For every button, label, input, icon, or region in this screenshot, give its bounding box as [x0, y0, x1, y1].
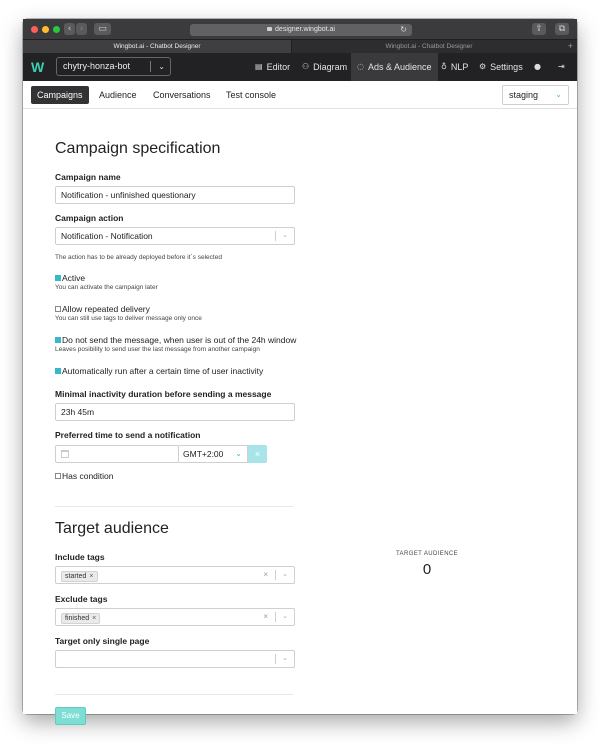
nav-label: Editor — [266, 62, 291, 72]
single-page-label: Target only single page — [55, 636, 150, 646]
checkbox-unchecked[interactable] — [55, 473, 61, 479]
url-text: designer.wingbot.ai — [275, 26, 335, 33]
nav-label: Diagram — [313, 62, 348, 72]
chevron-down-icon: ⌄ — [282, 655, 288, 662]
tag-label: started — [65, 573, 87, 580]
page-title: Campaign specification — [55, 140, 221, 157]
bot-name: chytry-honza-bot — [63, 61, 131, 71]
new-tab-icon[interactable]: + — [567, 41, 573, 51]
minimize-window-button[interactable] — [42, 26, 49, 33]
include-tags-label: Include tags — [55, 552, 105, 562]
select-divider — [275, 231, 276, 241]
calendar-icon — [61, 450, 69, 458]
campaign-action-help: The action has to be already deployed before it´s selected — [55, 254, 222, 261]
preferred-time-label: Preferred time to send a notification — [55, 430, 201, 440]
chevron-down-icon: ⌄ — [282, 613, 288, 620]
logout-button[interactable] — [558, 53, 569, 81]
bot-selector[interactable] — [56, 57, 171, 76]
repeated-help: You can still use tags to deliver message only once — [55, 315, 202, 322]
active-label: Active — [62, 273, 86, 283]
share-icon[interactable]: ⇪ — [532, 23, 546, 35]
select-divider — [275, 612, 276, 622]
chevron-down-icon: ⌄ — [282, 571, 288, 578]
window-help: Leaves posibility to send user the last message from another campaign — [55, 346, 260, 353]
inactivity-label: Minimal inactivity duration before sending a message — [55, 389, 272, 399]
nav-settings[interactable] — [473, 53, 529, 81]
editor-icon: ▤ — [255, 62, 263, 71]
browser-tab[interactable]: Wingbot.ai - Chatbot Designer — [291, 40, 566, 53]
window-checkbox-row[interactable] — [55, 335, 296, 345]
exclude-tags-select[interactable] — [55, 608, 295, 626]
campaign-name-input[interactable]: Notification - unfinished questionary — [55, 186, 295, 204]
select-divider — [275, 570, 276, 580]
environment-value: staging — [509, 90, 539, 100]
chat-icon: ◌ — [357, 62, 364, 71]
window-label: Do not send the message, when user is out of the 24h window — [62, 335, 297, 345]
inactivity-input[interactable]: 23h 45m — [55, 403, 295, 421]
sidebar-icon[interactable]: ▭ — [94, 23, 111, 35]
remove-tag-icon[interactable]: × — [92, 615, 97, 622]
user-button[interactable] — [534, 53, 545, 81]
chevron-down-icon: ⌄ — [235, 449, 242, 458]
user-icon: ● — [534, 62, 541, 71]
include-tags-select[interactable] — [55, 566, 295, 584]
checkbox-unchecked[interactable] — [55, 306, 61, 312]
browser-titlebar — [23, 19, 577, 39]
chevron-down-icon: ⌄ — [555, 90, 562, 99]
checkbox-checked[interactable] — [55, 337, 61, 343]
sub-navbar — [23, 81, 577, 109]
clear-icon[interactable]: × — [263, 612, 268, 621]
campaign-action-value: Notification - Notification — [61, 231, 153, 241]
app-navbar — [23, 53, 577, 81]
browser-tab[interactable]: Wingbot.ai - Chatbot Designer — [23, 40, 291, 53]
checkbox-checked[interactable] — [55, 275, 61, 281]
save-button[interactable]: Save — [55, 707, 86, 725]
tag-chip — [61, 571, 98, 582]
back-icon[interactable]: ‹ — [64, 23, 75, 35]
has-condition-label: Has condition — [62, 471, 114, 481]
single-page-select[interactable] — [55, 650, 295, 668]
nav-label: NLP — [450, 62, 469, 72]
diagram-icon: ⚇ — [302, 62, 310, 71]
nav-editor[interactable] — [248, 53, 297, 81]
tag-chip — [61, 613, 100, 624]
tag-label: finished — [65, 615, 90, 622]
tab-audience[interactable]: Audience — [99, 90, 137, 100]
tab-test-console[interactable]: Test console — [226, 90, 277, 100]
target-audience-title: Target audience — [55, 520, 169, 537]
timezone-value: GMT+2:00 — [183, 449, 224, 459]
has-condition-row[interactable] — [55, 471, 114, 481]
select-divider — [150, 61, 151, 72]
nav-diagram[interactable] — [295, 53, 354, 81]
clear-icon[interactable]: × — [263, 570, 268, 579]
section-divider — [55, 506, 293, 507]
campaign-action-label: Campaign action — [55, 213, 124, 223]
gear-icon: ⚙ — [479, 62, 487, 71]
browser-window — [23, 19, 577, 720]
nav-label: Settings — [490, 62, 523, 72]
preferred-time-input[interactable] — [55, 445, 179, 463]
select-divider — [275, 654, 276, 664]
close-window-button[interactable] — [31, 26, 38, 33]
section-divider — [55, 694, 293, 695]
tab-conversations[interactable]: Conversations — [153, 90, 211, 100]
lock-icon — [267, 27, 272, 31]
campaign-form — [23, 109, 577, 720]
wingbot-logo[interactable]: W — [31, 59, 45, 75]
browser-tabstrip — [23, 39, 577, 53]
exclude-tags-label: Exclude tags — [55, 594, 108, 604]
target-audience-count: 0 — [422, 561, 432, 578]
chevron-down-icon: ⌄ — [158, 62, 165, 71]
checkbox-checked[interactable] — [55, 368, 61, 374]
nav-ads-audience[interactable] — [351, 53, 438, 81]
logout-icon: ⇥ — [558, 62, 565, 71]
active-help: You can activate the campaign later — [55, 284, 158, 291]
repeated-delivery-row[interactable] — [55, 304, 150, 314]
bulb-icon: ♁ — [441, 62, 447, 71]
reload-icon[interactable]: ↻ — [400, 25, 407, 34]
auto-run-label: Automatically run after a certain time of user inactivity — [62, 366, 264, 376]
nav-nlp[interactable] — [435, 53, 474, 81]
clear-time-button[interactable]: × — [248, 445, 267, 463]
timezone-select[interactable] — [179, 445, 248, 463]
tabs-overview-icon[interactable]: ⧉ — [555, 23, 569, 35]
target-audience-stat-label: TARGET AUDIENCE — [395, 551, 459, 557]
forward-icon[interactable]: › — [76, 23, 87, 35]
repeated-label: Allow repeated delivery — [62, 304, 150, 314]
environment-select[interactable] — [502, 85, 569, 105]
tab-campaigns[interactable]: Campaigns — [31, 86, 89, 104]
campaign-action-select[interactable] — [55, 227, 295, 245]
active-checkbox-row[interactable] — [55, 273, 85, 283]
remove-tag-icon[interactable]: × — [89, 573, 94, 580]
nav-label: Ads & Audience — [367, 62, 432, 72]
chevron-down-icon: ⌄ — [282, 232, 288, 239]
url-bar[interactable] — [190, 24, 412, 36]
zoom-window-button[interactable] — [53, 26, 60, 33]
auto-run-checkbox-row[interactable] — [55, 366, 263, 376]
campaign-name-label: Campaign name — [55, 172, 121, 182]
